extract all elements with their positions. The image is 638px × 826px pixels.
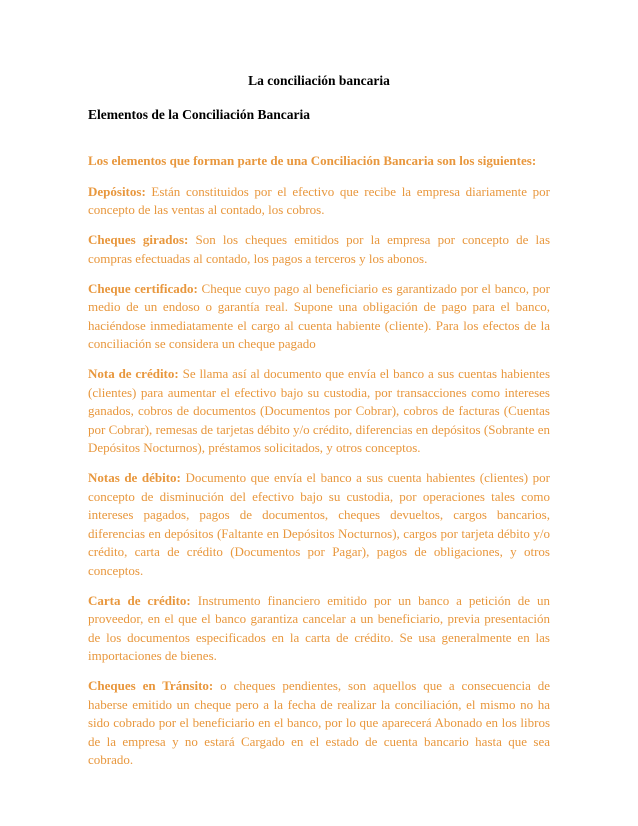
term-cheques-girados: Cheques girados: bbox=[88, 232, 189, 247]
paragraph-notas-debito bbox=[88, 469, 550, 580]
paragraph-cheques-transito bbox=[88, 677, 550, 770]
term-cheques-transito: Cheques en Tránsito: bbox=[88, 678, 214, 693]
definition-carta-credito: Instrumento financiero emitido por un banco a petición de un proveedor, en el que el banco garantiza cancelar a un beneficiario, previa presentación de los documentos especificados en la carta de crédito. Se usa generalmente en las importaciones de bienes. bbox=[88, 592, 550, 663]
document-body bbox=[88, 152, 550, 781]
section-heading: Elementos de la Conciliación Bancaria bbox=[88, 107, 310, 122]
term-carta-credito: Carta de crédito: bbox=[88, 592, 191, 608]
paragraph-cheque-certificado bbox=[88, 280, 550, 354]
definition-cheque-certificado: Cheque cuyo pago al beneficiario es garantizado por el banco, por medio de un endoso o garantía real. Supone una obligación de pago para el banco, haciéndose inmediatamente el cargo al cuenta habiente (cliente). Para los efectos de la conciliación se considera un cheque pagado bbox=[88, 280, 551, 351]
definition-notas-debito: Documento que envía el banco a sus cuenta habientes (clientes) por concepto de disminución del efectivo bajo su custodia, por operaciones tales como intereses pagados, pagos de documentos, cheques devueltos, cargos bancarios, diferencias en depósitos (Faltante en Depósitos Nocturnos), cargos por tarjeta débito y/o crédito, carta de crédito (Documentos por Pagar), pagos de obligaciones, y otros conceptos. bbox=[88, 470, 551, 578]
paragraph-carta-credito bbox=[88, 592, 550, 666]
paragraph-depositos bbox=[88, 183, 550, 220]
term-cheque-certificado: Cheque certificado: bbox=[88, 280, 198, 296]
paragraph-cheques-girados bbox=[88, 231, 550, 268]
paragraph-nota-credito bbox=[88, 365, 550, 458]
term-depositos: Depósitos: bbox=[88, 183, 146, 199]
definition-cheques-girados: Son los cheques emitidos por la empresa por concepto de las compras efectuadas al contado, los pagos a terceros y los abonos. bbox=[88, 232, 550, 266]
definition-nota-credito: Se llama así al documento que envía el banco a sus cuentas habientes (clientes) para aumentar el efectivo bajo su custodia, por transacciones como intereses ganados, cobros de documentos (Documentos por Cobrar), cobros de facturas (Cuentas por Cobrar), remesas de tarjetas débito y/o crédito, diferencias en depósitos (Sobrante en Depósitos Nocturnos), préstamos solicitados, y otros conceptos. bbox=[88, 366, 551, 455]
term-nota-credito: Nota de crédito: bbox=[88, 366, 179, 381]
term-notas-debito: Notas de débito: bbox=[88, 470, 181, 485]
definition-cheques-transito: o cheques pendientes, son aquellos que a consecuencia de haberse emitido un cheque pero a la fecha de realizar la conciliación, el mismo no ha sido cobrado por el beneficiario en el banco, por lo que aparecerá Abonado en los libros de la empresa y no estará Cargado en el estado de cuenta bancario hasta que sea cobrado. bbox=[88, 678, 551, 767]
document-title: La conciliación bancaria bbox=[248, 73, 390, 88]
intro-text: Los elementos que forman parte de una Conciliación Bancaria son los siguientes: bbox=[88, 153, 537, 168]
definition-depositos: Están constituidos por el efectivo que recibe la empresa diariamente por concepto de las ventas al contado, los cobros. bbox=[88, 183, 550, 217]
